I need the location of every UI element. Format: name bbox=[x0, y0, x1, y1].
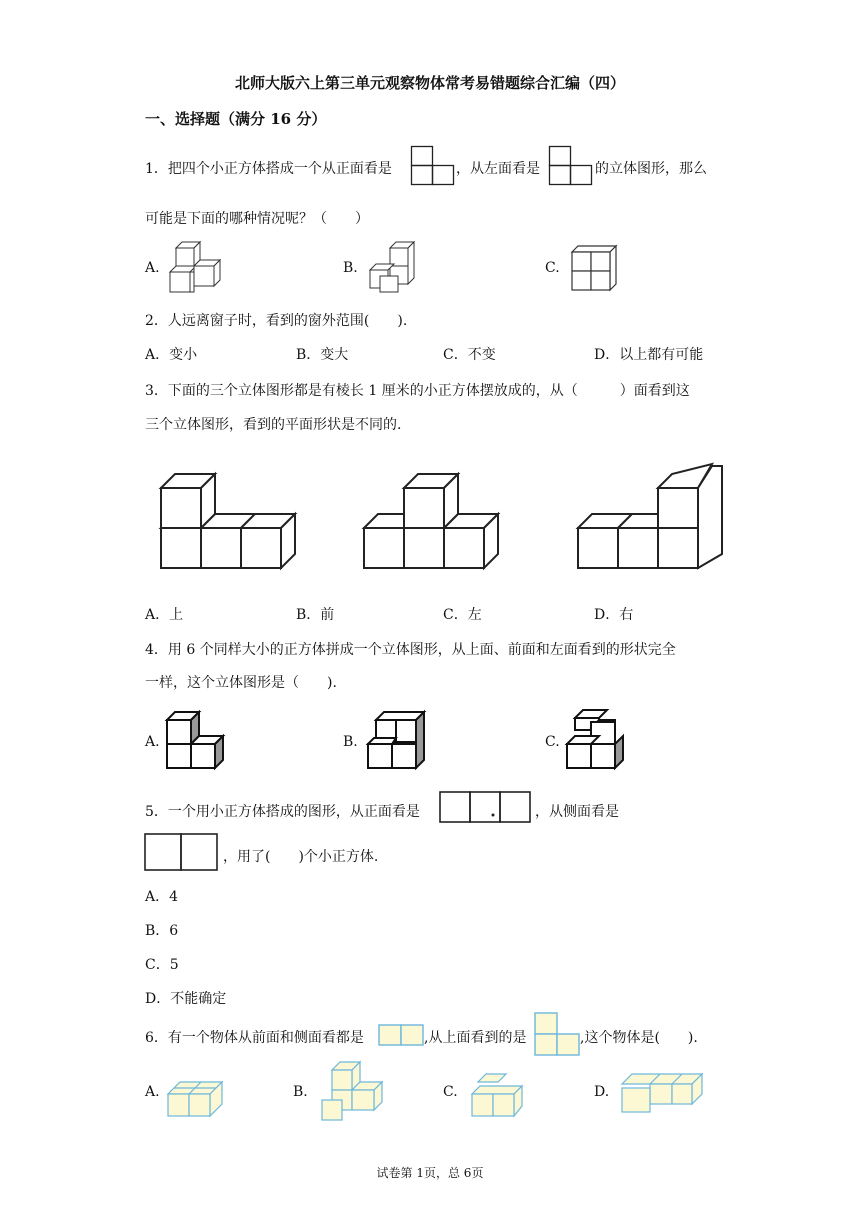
section-title: 一、选择题（满分 16 分） bbox=[145, 110, 327, 128]
q6-option-b-cubes bbox=[320, 1060, 386, 1124]
q6-option-a-cubes bbox=[166, 1070, 224, 1118]
q6-top-view-figure bbox=[534, 1012, 580, 1056]
q2-option-d: D．以上都有可能 bbox=[594, 347, 704, 363]
q6-option-d-label: D. bbox=[594, 1084, 610, 1100]
q4-option-a-cubes bbox=[163, 704, 235, 774]
q1-option-a-label: A. bbox=[145, 260, 160, 276]
q1-option-c-cubes bbox=[568, 242, 618, 292]
q6-front-view-figure bbox=[378, 1024, 424, 1046]
q4-option-c-cubes bbox=[563, 704, 635, 774]
q4-option-a-label: A. bbox=[145, 734, 160, 750]
q3-option-b: B．前 bbox=[296, 607, 335, 623]
q1-text-part1: 1．把四个小正方体搭成一个从正面看是 bbox=[145, 161, 392, 177]
q4-option-c-label: C. bbox=[545, 734, 560, 750]
q1-option-c-label: C. bbox=[545, 260, 560, 276]
q1-option-a-cubes bbox=[168, 240, 224, 296]
q1-text-line2: 可能是下面的哪种情况呢？（ ） bbox=[145, 211, 369, 227]
q3-text-line1: 3．下面的三个立体图形都是有棱长 1 厘米的小正方体摆放成的，从（ ）面看到这 bbox=[145, 383, 690, 399]
q3-figure-2 bbox=[358, 462, 508, 574]
q5-front-view-figure bbox=[438, 790, 534, 826]
q4-text-line2: 一样，这个立体图形是（ ). bbox=[145, 675, 337, 691]
q1-text-part3: 的立体图形，那么 bbox=[595, 161, 707, 177]
q1-option-b-label: B. bbox=[343, 260, 358, 276]
q5-text-part1: 5．一个用小正方体搭成的图形，从正面看是 bbox=[145, 804, 420, 820]
q2-text: 2．人远离窗子时，看到的窗外范围( ). bbox=[145, 313, 408, 329]
q5-text-part2: ，从侧面看是 bbox=[535, 804, 619, 820]
q5-option-c: C．5 bbox=[145, 957, 179, 973]
q1-option-b-cubes bbox=[366, 240, 422, 296]
q2-option-b: B．变大 bbox=[296, 347, 349, 363]
q5-option-d: D．不能确定 bbox=[145, 991, 227, 1007]
q2-option-a: A．变小 bbox=[145, 347, 198, 363]
q2-option-c: C．不变 bbox=[443, 347, 496, 363]
page-footer: 试卷第 1页，总 6页 bbox=[376, 1166, 484, 1180]
q6-option-d-cubes bbox=[620, 1068, 706, 1114]
q1-front-view-figure bbox=[410, 145, 456, 187]
q3-option-a: A．上 bbox=[145, 607, 184, 623]
q5-side-view-figure bbox=[143, 832, 219, 874]
q6-text-part2: ,从上面看到的是 bbox=[424, 1030, 527, 1046]
q6-option-a-label: A. bbox=[145, 1084, 160, 1100]
q5-text-part3: ，用了( )个小正方体. bbox=[223, 849, 379, 865]
q3-figure-3 bbox=[572, 462, 732, 574]
q1-left-view-figure bbox=[548, 145, 594, 187]
q4-text-line1: 4．用 6 个同样大小的正方体拼成一个立体图形，从上面、前面和左面看到的形状完全 bbox=[145, 642, 676, 658]
q3-text-line2: 三个立体图形，看到的平面形状是不同的. bbox=[145, 417, 402, 433]
q5-option-a: A．4 bbox=[145, 889, 179, 905]
q6-text-part3: ,这个物体是( ). bbox=[580, 1030, 698, 1046]
q4-option-b-label: B. bbox=[343, 734, 358, 750]
q3-option-d: D．右 bbox=[594, 607, 634, 623]
page-title: 北师大版六上第三单元观察物体常考易错题综合汇编（四） bbox=[234, 74, 625, 92]
q6-option-b-label: B. bbox=[293, 1084, 308, 1100]
q3-option-c: C．左 bbox=[443, 607, 482, 623]
q6-option-c-label: C. bbox=[443, 1084, 458, 1100]
q3-figure-1 bbox=[155, 462, 305, 574]
q5-option-b: B．6 bbox=[145, 923, 179, 939]
q6-text-part1: 6．有一个物体从前面和侧面看都是 bbox=[145, 1030, 364, 1046]
q4-option-b-cubes bbox=[364, 704, 436, 774]
q6-option-c-cubes bbox=[470, 1070, 526, 1118]
q1-text-part2: ，从左面看是 bbox=[456, 161, 540, 177]
